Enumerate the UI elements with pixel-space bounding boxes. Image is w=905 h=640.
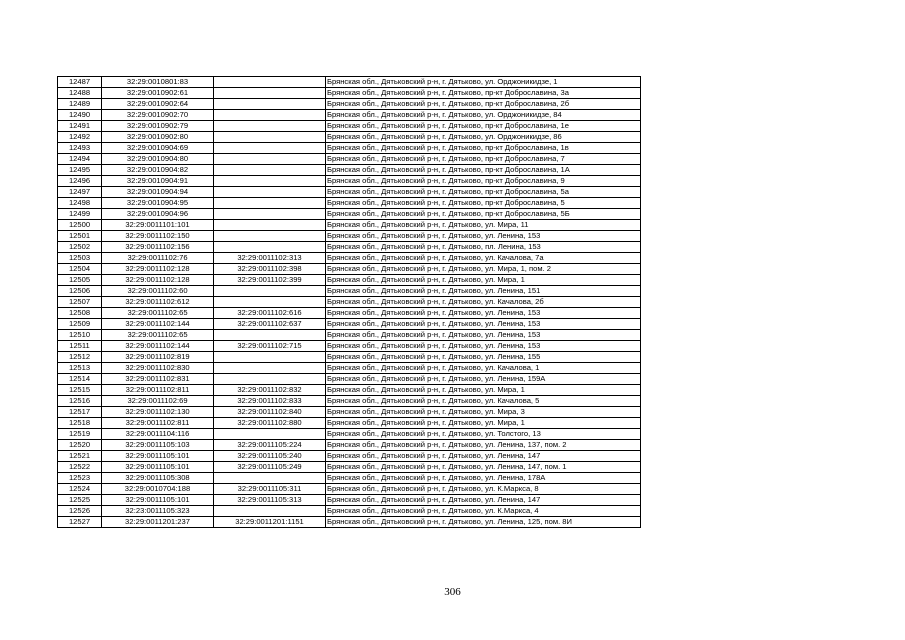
row-number-cell: 12496	[58, 176, 102, 187]
address-cell: Брянская обл., Дятьковский р-н, г. Дятьково, ул. К.Маркса, 8	[326, 484, 641, 495]
row-number-cell: 12504	[58, 264, 102, 275]
cadastral-number-cell: 32:29:0010904:69	[102, 143, 214, 154]
related-cadastral-number-cell: 32:29:0011105:311	[214, 484, 326, 495]
row-number-cell: 12517	[58, 407, 102, 418]
row-number-cell: 12512	[58, 352, 102, 363]
register-table	[57, 76, 641, 528]
related-cadastral-number-cell: 32:29:0011102:832	[214, 385, 326, 396]
table-row	[58, 374, 641, 385]
row-number-cell: 12495	[58, 165, 102, 176]
row-number-cell: 12508	[58, 308, 102, 319]
row-number-cell: 12506	[58, 286, 102, 297]
cadastral-number-cell: 32:29:0011102:612	[102, 297, 214, 308]
table-row	[58, 396, 641, 407]
table-row	[58, 143, 641, 154]
address-cell: Брянская обл., Дятьковский р-н, г. Дятьково, ул. Ленина, 153	[326, 308, 641, 319]
cadastral-number-cell: 32:29:0010904:80	[102, 154, 214, 165]
related-cadastral-number-cell: 32:29:0011102:715	[214, 341, 326, 352]
cadastral-number-cell: 32:29:0011102:69	[102, 396, 214, 407]
address-cell: Брянская обл., Дятьковский р-н, г. Дятьково, ул. Ленина, 153	[326, 341, 641, 352]
related-cadastral-number-cell	[214, 231, 326, 242]
address-cell: Брянская обл., Дятьковский р-н, г. Дятьково, ул. Орджоникидзе, 1	[326, 77, 641, 88]
address-cell: Брянская обл., Дятьковский р-н, г. Дятьково, ул. Ленина, 137, пом. 2	[326, 440, 641, 451]
cadastral-number-cell: 32:29:0010704:188	[102, 484, 214, 495]
row-number-cell: 12490	[58, 110, 102, 121]
cadastral-number-cell: 32:29:0010904:95	[102, 198, 214, 209]
table-row	[58, 77, 641, 88]
table-row	[58, 484, 641, 495]
address-cell: Брянская обл., Дятьковский р-н, г. Дятьково, пр-кт Доброславина, 5	[326, 198, 641, 209]
row-number-cell: 12498	[58, 198, 102, 209]
row-number-cell: 12500	[58, 220, 102, 231]
address-cell: Брянская обл., Дятьковский р-н, г. Дятьково, ул. Ленина, 125, пом. 8И	[326, 517, 641, 528]
address-cell: Брянская обл., Дятьковский р-н, г. Дятьково, ул. Мира, 1	[326, 385, 641, 396]
related-cadastral-number-cell: 32:29:0011102:398	[214, 264, 326, 275]
address-cell: Брянская обл., Дятьковский р-н, г. Дятьково, пр-кт Доброславина, 3а	[326, 88, 641, 99]
table-row	[58, 231, 641, 242]
address-cell: Брянская обл., Дятьковский р-н, г. Дятьково, пр-кт Доброславина, 5Б	[326, 209, 641, 220]
cadastral-number-cell: 32:29:0011102:811	[102, 385, 214, 396]
table-row	[58, 110, 641, 121]
related-cadastral-number-cell	[214, 330, 326, 341]
row-number-cell: 12516	[58, 396, 102, 407]
related-cadastral-number-cell	[214, 473, 326, 484]
address-cell: Брянская обл., Дятьковский р-н, г. Дятьково, ул. Ленина, 178А	[326, 473, 641, 484]
cadastral-number-cell: 32:23:0011105:323	[102, 506, 214, 517]
table-row	[58, 209, 641, 220]
address-cell: Брянская обл., Дятьковский р-н, г. Дятьково, ул. Качалова, 5	[326, 396, 641, 407]
table-row	[58, 275, 641, 286]
table-row	[58, 99, 641, 110]
address-cell: Брянская обл., Дятьковский р-н, г. Дятьково, ул. Ленина, 153	[326, 330, 641, 341]
cadastral-number-cell: 32:29:0011105:101	[102, 462, 214, 473]
table-row	[58, 165, 641, 176]
table-row	[58, 242, 641, 253]
table-row	[58, 407, 641, 418]
related-cadastral-number-cell	[214, 220, 326, 231]
address-cell: Брянская обл., Дятьковский р-н, г. Дятьково, ул. Орджоникидзе, 84	[326, 110, 641, 121]
address-cell: Брянская обл., Дятьковский р-н, г. Дятьково, пр-кт Доброславина, 5а	[326, 187, 641, 198]
address-cell: Брянская обл., Дятьковский р-н, г. Дятьково, ул. Мира, 11	[326, 220, 641, 231]
table-row	[58, 286, 641, 297]
row-number-cell: 12523	[58, 473, 102, 484]
related-cadastral-number-cell	[214, 286, 326, 297]
row-number-cell: 12501	[58, 231, 102, 242]
related-cadastral-number-cell: 32:29:0011105:249	[214, 462, 326, 473]
related-cadastral-number-cell	[214, 198, 326, 209]
related-cadastral-number-cell	[214, 209, 326, 220]
related-cadastral-number-cell	[214, 77, 326, 88]
row-number-cell: 12491	[58, 121, 102, 132]
row-number-cell: 12522	[58, 462, 102, 473]
row-number-cell: 12502	[58, 242, 102, 253]
row-number-cell: 12520	[58, 440, 102, 451]
table-row	[58, 517, 641, 528]
row-number-cell: 12499	[58, 209, 102, 220]
table-row	[58, 187, 641, 198]
address-cell: Брянская обл., Дятьковский р-н, г. Дятьково, ул. Орджоникидзе, 86	[326, 132, 641, 143]
cadastral-number-cell: 32:29:0010801:83	[102, 77, 214, 88]
row-number-cell: 12487	[58, 77, 102, 88]
address-cell: Брянская обл., Дятьковский р-н, г. Дятьково, ул. К.Маркса, 4	[326, 506, 641, 517]
table-row	[58, 264, 641, 275]
address-cell: Брянская обл., Дятьковский р-н, г. Дятьково, ул. Ленина, 153	[326, 231, 641, 242]
cadastral-number-cell: 32:29:0011104:116	[102, 429, 214, 440]
table-row	[58, 319, 641, 330]
table-row	[58, 495, 641, 506]
row-number-cell: 12509	[58, 319, 102, 330]
related-cadastral-number-cell: 32:29:0011102:833	[214, 396, 326, 407]
row-number-cell: 12527	[58, 517, 102, 528]
row-number-cell: 12519	[58, 429, 102, 440]
table-row	[58, 253, 641, 264]
related-cadastral-number-cell	[214, 110, 326, 121]
row-number-cell: 12494	[58, 154, 102, 165]
address-cell: Брянская обл., Дятьковский р-н, г. Дятьково, ул. Мира, 1	[326, 418, 641, 429]
cadastral-number-cell: 32:29:0011102:60	[102, 286, 214, 297]
related-cadastral-number-cell	[214, 506, 326, 517]
table-row	[58, 341, 641, 352]
table-row	[58, 121, 641, 132]
row-number-cell: 12525	[58, 495, 102, 506]
related-cadastral-number-cell	[214, 165, 326, 176]
related-cadastral-number-cell	[214, 132, 326, 143]
cadastral-number-cell: 32:29:0011102:150	[102, 231, 214, 242]
cadastral-number-cell: 32:29:0011102:128	[102, 275, 214, 286]
table-row	[58, 440, 641, 451]
address-cell: Брянская обл., Дятьковский р-н, г. Дятьково, ул. Ленина, 153	[326, 319, 641, 330]
cadastral-number-cell: 32:29:0010902:61	[102, 88, 214, 99]
table-row	[58, 132, 641, 143]
cadastral-number-cell: 32:29:0010902:70	[102, 110, 214, 121]
cadastral-number-cell: 32:29:0011102:830	[102, 363, 214, 374]
address-cell: Брянская обл., Дятьковский р-н, г. Дятьково, ул. Ленина, 159А	[326, 374, 641, 385]
cadastral-number-cell: 32:29:0011102:144	[102, 341, 214, 352]
cadastral-number-cell: 32:29:0011102:65	[102, 330, 214, 341]
address-cell: Брянская обл., Дятьковский р-н, г. Дятьково, ул. Толстого, 13	[326, 429, 641, 440]
table-row	[58, 176, 641, 187]
table-row	[58, 352, 641, 363]
table-row	[58, 363, 641, 374]
cadastral-number-cell: 32:29:0011102:819	[102, 352, 214, 363]
row-number-cell: 12514	[58, 374, 102, 385]
row-number-cell: 12505	[58, 275, 102, 286]
row-number-cell: 12507	[58, 297, 102, 308]
table-row	[58, 473, 641, 484]
related-cadastral-number-cell: 32:29:0011102:637	[214, 319, 326, 330]
table-row	[58, 308, 641, 319]
address-cell: Брянская обл., Дятьковский р-н, г. Дятьково, ул. Качалова, 7а	[326, 253, 641, 264]
related-cadastral-number-cell	[214, 176, 326, 187]
related-cadastral-number-cell	[214, 374, 326, 385]
related-cadastral-number-cell	[214, 352, 326, 363]
table-row	[58, 154, 641, 165]
table-row	[58, 385, 641, 396]
related-cadastral-number-cell	[214, 363, 326, 374]
cadastral-number-cell: 32:29:0011105:308	[102, 473, 214, 484]
related-cadastral-number-cell: 32:29:0011105:240	[214, 451, 326, 462]
address-cell: Брянская обл., Дятьковский р-н, г. Дятьково, ул. Ленина, 147	[326, 451, 641, 462]
cadastral-number-cell: 32:29:0011102:144	[102, 319, 214, 330]
page-number: 306	[444, 586, 461, 598]
row-number-cell: 12510	[58, 330, 102, 341]
table-row	[58, 418, 641, 429]
cadastral-number-cell: 32:29:0011105:103	[102, 440, 214, 451]
cadastral-number-cell: 32:29:0010904:94	[102, 187, 214, 198]
row-number-cell: 12497	[58, 187, 102, 198]
register-table-body	[58, 77, 641, 528]
cadastral-number-cell: 32:29:0011102:76	[102, 253, 214, 264]
cadastral-number-cell: 32:29:0011102:130	[102, 407, 214, 418]
address-cell: Брянская обл., Дятьковский р-н, г. Дятьково, пр-кт Доброславина, 9	[326, 176, 641, 187]
table-row	[58, 451, 641, 462]
address-cell: Брянская обл., Дятьковский р-н, г. Дятьково, ул. Ленина, 147, пом. 1	[326, 462, 641, 473]
related-cadastral-number-cell	[214, 297, 326, 308]
cadastral-number-cell: 32:29:0011201:237	[102, 517, 214, 528]
cadastral-number-cell: 32:29:0010902:80	[102, 132, 214, 143]
cadastral-number-cell: 32:29:0010904:96	[102, 209, 214, 220]
cadastral-number-cell: 32:29:0011102:811	[102, 418, 214, 429]
address-cell: Брянская обл., Дятьковский р-н, г. Дятьково, пр-кт Доброславина, 1в	[326, 143, 641, 154]
cadastral-number-cell: 32:29:0010904:91	[102, 176, 214, 187]
related-cadastral-number-cell: 32:29:0011105:224	[214, 440, 326, 451]
related-cadastral-number-cell	[214, 121, 326, 132]
row-number-cell: 12526	[58, 506, 102, 517]
row-number-cell: 12488	[58, 88, 102, 99]
related-cadastral-number-cell	[214, 429, 326, 440]
related-cadastral-number-cell	[214, 143, 326, 154]
related-cadastral-number-cell	[214, 242, 326, 253]
cadastral-number-cell: 32:29:0011102:156	[102, 242, 214, 253]
related-cadastral-number-cell	[214, 88, 326, 99]
table-row	[58, 198, 641, 209]
cadastral-number-cell: 32:29:0010902:79	[102, 121, 214, 132]
cadastral-number-cell: 32:29:0010902:64	[102, 99, 214, 110]
address-cell: Брянская обл., Дятьковский р-н, г. Дятьково, пр-кт Доброславина, 1е	[326, 121, 641, 132]
row-number-cell: 12521	[58, 451, 102, 462]
table-row	[58, 88, 641, 99]
related-cadastral-number-cell: 32:29:0011102:616	[214, 308, 326, 319]
table-row	[58, 429, 641, 440]
row-number-cell: 12492	[58, 132, 102, 143]
row-number-cell: 12503	[58, 253, 102, 264]
address-cell: Брянская обл., Дятьковский р-н, г. Дятьково, ул. Ленина, 151	[326, 286, 641, 297]
address-cell: Брянская обл., Дятьковский р-н, г. Дятьково, ул. Мира, 1	[326, 275, 641, 286]
row-number-cell: 12489	[58, 99, 102, 110]
related-cadastral-number-cell: 32:29:0011102:313	[214, 253, 326, 264]
address-cell: Брянская обл., Дятьковский р-н, г. Дятьково, ул. Мира, 1, пом. 2	[326, 264, 641, 275]
row-number-cell: 12524	[58, 484, 102, 495]
related-cadastral-number-cell: 32:29:0011201:1151	[214, 517, 326, 528]
table-row	[58, 297, 641, 308]
address-cell: Брянская обл., Дятьковский р-н, г. Дятьково, ул. Качалова, 1	[326, 363, 641, 374]
row-number-cell: 12515	[58, 385, 102, 396]
table-row	[58, 506, 641, 517]
related-cadastral-number-cell: 32:29:0011102:880	[214, 418, 326, 429]
cadastral-number-cell: 32:29:0011102:831	[102, 374, 214, 385]
related-cadastral-number-cell: 32:29:0011102:840	[214, 407, 326, 418]
address-cell: Брянская обл., Дятьковский р-н, г. Дятьково, пл. Ленина, 153	[326, 242, 641, 253]
row-number-cell: 12518	[58, 418, 102, 429]
cadastral-number-cell: 32:29:0011101:101	[102, 220, 214, 231]
related-cadastral-number-cell: 32:29:0011105:313	[214, 495, 326, 506]
related-cadastral-number-cell	[214, 99, 326, 110]
cadastral-number-cell: 32:29:0011102:65	[102, 308, 214, 319]
address-cell: Брянская обл., Дятьковский р-н, г. Дятьково, ул. Мира, 3	[326, 407, 641, 418]
address-cell: Брянская обл., Дятьковский р-н, г. Дятьково, ул. Ленина, 155	[326, 352, 641, 363]
address-cell: Брянская обл., Дятьковский р-н, г. Дятьково, пр-кт Доброславина, 2б	[326, 99, 641, 110]
address-cell: Брянская обл., Дятьковский р-н, г. Дятьково, ул. Ленина, 147	[326, 495, 641, 506]
cadastral-number-cell: 32:29:0011102:128	[102, 264, 214, 275]
row-number-cell: 12493	[58, 143, 102, 154]
address-cell: Брянская обл., Дятьковский р-н, г. Дятьково, пр-кт Доброславина, 1А	[326, 165, 641, 176]
address-cell: Брянская обл., Дятьковский р-н, г. Дятьково, ул. Качалова, 2б	[326, 297, 641, 308]
related-cadastral-number-cell	[214, 187, 326, 198]
cadastral-number-cell: 32:29:0010904:82	[102, 165, 214, 176]
table-row	[58, 462, 641, 473]
table-row	[58, 330, 641, 341]
table-row	[58, 220, 641, 231]
address-cell: Брянская обл., Дятьковский р-н, г. Дятьково, пр-кт Доброславина, 7	[326, 154, 641, 165]
row-number-cell: 12513	[58, 363, 102, 374]
cadastral-number-cell: 32:29:0011105:101	[102, 451, 214, 462]
row-number-cell: 12511	[58, 341, 102, 352]
related-cadastral-number-cell: 32:29:0011102:399	[214, 275, 326, 286]
related-cadastral-number-cell	[214, 154, 326, 165]
cadastral-number-cell: 32:29:0011105:101	[102, 495, 214, 506]
